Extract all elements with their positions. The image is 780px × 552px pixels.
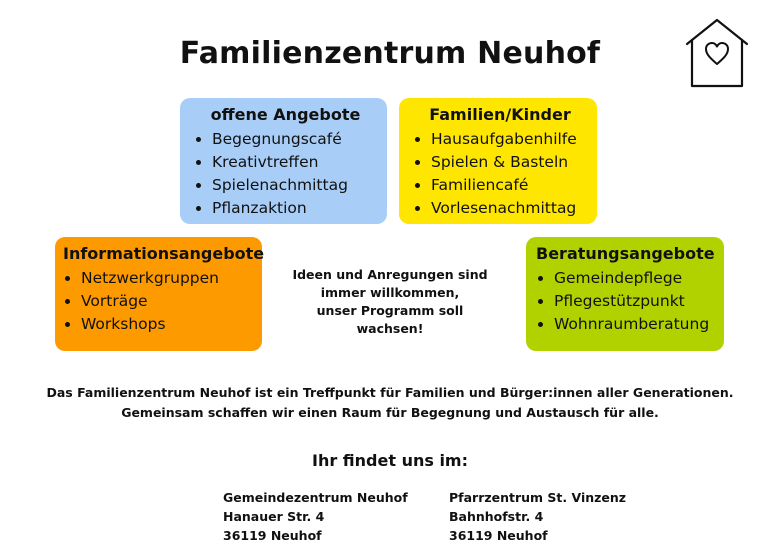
- find-us-heading: Ihr findet uns im:: [311, 451, 468, 470]
- box-familien-kinder: [399, 98, 597, 224]
- box-title: Familien/Kinder: [429, 105, 571, 124]
- list-item: • Familiencafé: [431, 174, 587, 197]
- item-list: [536, 267, 714, 336]
- list-item: • Hausaufgabenhilfe: [431, 128, 587, 151]
- list-item: • Vorlesenachmittag: [431, 197, 587, 220]
- box-offene-angebote: [180, 98, 387, 224]
- list-item: • Pflanzaktion: [212, 197, 377, 220]
- list-item: • Kreativtreffen: [212, 151, 377, 174]
- description-line: Das Familienzentrum Neuhof ist ein Treffpunkt für Familien und Bürger:innen aller Generationen.: [46, 385, 734, 400]
- item-list: [194, 128, 377, 220]
- item-list: [413, 128, 587, 220]
- address-gemeindezentrum: [223, 488, 408, 545]
- box-title: Informationsangebote: [63, 244, 265, 263]
- box-title: Beratungsangebote: [536, 244, 715, 263]
- note-line: Ideen und Anregungen sind: [292, 267, 488, 282]
- list-item: • Gemeindepflege: [554, 267, 714, 290]
- list-item: • Spielen & Basteln: [431, 151, 587, 174]
- list-item: • Vorträge: [81, 290, 252, 313]
- list-item: • Spielenachmittag: [212, 174, 377, 197]
- item-list: [63, 267, 252, 336]
- address-street: Bahnhofstr. 4: [449, 509, 544, 524]
- address-street: Hanauer Str. 4: [223, 509, 325, 524]
- house-heart-icon: [684, 16, 750, 90]
- description-line: Gemeinsam schaffen wir einen Raum für Begegnung und Austausch für alle.: [121, 405, 659, 420]
- list-item: • Begegnungscafé: [212, 128, 377, 151]
- address-name: Pfarrzentrum St. Vinzenz: [449, 490, 627, 505]
- note-line: immer willkommen,: [320, 285, 460, 300]
- list-item: • Netzwerkgruppen: [81, 267, 252, 290]
- description: [0, 383, 780, 423]
- address-city: 36119 Neuhof: [449, 528, 548, 543]
- page-title: Familienzentrum Neuhof: [179, 36, 601, 71]
- address-name: Gemeindezentrum Neuhof: [223, 490, 408, 505]
- box-informationsangebote: [55, 237, 265, 351]
- note-line: unser Programm soll: [316, 303, 464, 318]
- address-pfarrzentrum: [449, 488, 626, 545]
- list-item: • Pflegestützpunkt: [554, 290, 714, 313]
- box-title: offene Angebote: [210, 105, 361, 124]
- list-item: • Wohnraumberatung: [554, 313, 714, 336]
- address-city: 36119 Neuhof: [223, 528, 322, 543]
- list-item: • Workshops: [81, 313, 252, 336]
- note-line: wachsen!: [356, 321, 424, 336]
- ideas-note: [282, 266, 498, 338]
- box-beratungsangebote: [526, 237, 724, 351]
